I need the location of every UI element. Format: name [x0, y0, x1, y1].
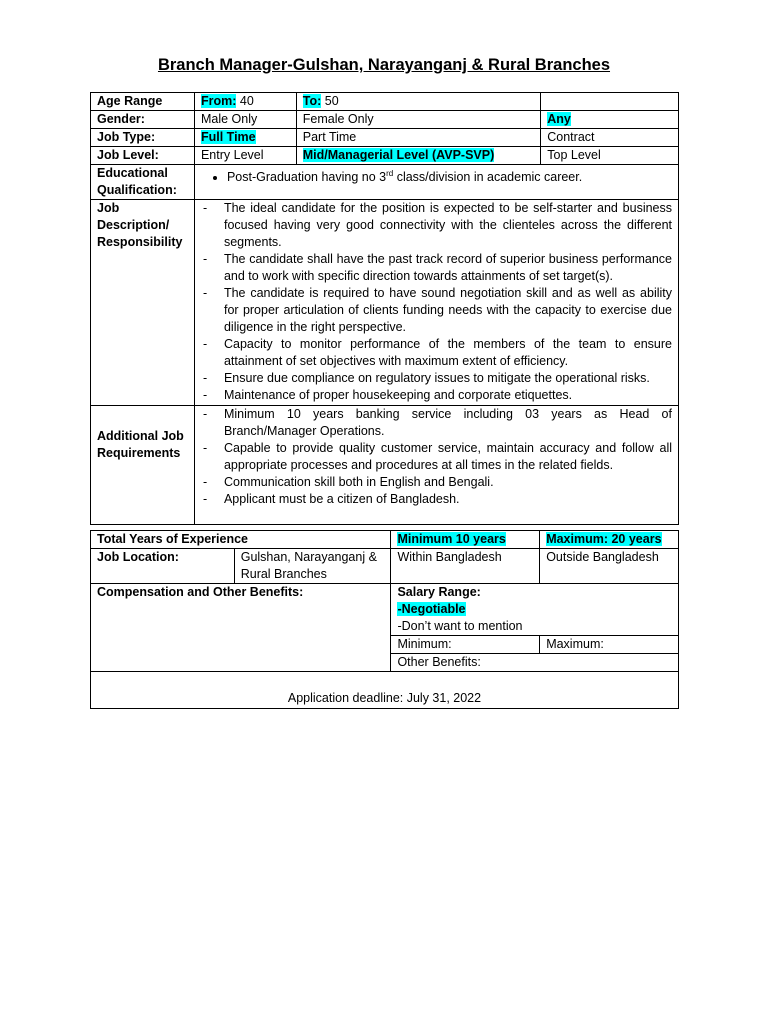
age-label: Age Range — [91, 93, 195, 111]
age-to: To: 50 — [296, 93, 540, 111]
compensation-label: Compensation and Other Benefits: — [91, 584, 391, 672]
experience-max: Maximum: 20 years — [540, 531, 679, 549]
additional-requirements-value — [194, 406, 678, 525]
application-deadline: Application deadline: July 31, 2022 — [91, 672, 679, 709]
job-type-label: Job Type: — [91, 129, 195, 147]
job-description-value — [194, 200, 678, 406]
list-item: - The candidate shall have the past track record of superior business performance and to work with specific direction towards attainments of set target(s). — [201, 251, 672, 285]
age-row — [91, 93, 679, 111]
list-item: • Post-Graduation having no 3rd class/division in academic career. — [227, 165, 672, 186]
list-item: - The candidate is required to have sound negotiation skill and as well as ability for proper articulation of clients funding needs with the capacity to exercise due diligence in the right perspective. — [201, 285, 672, 336]
list-item: - The ideal candidate for the position is expected to be self-starter and business focused having very good connectivity with the clienteles across the different segments. — [201, 200, 672, 251]
list-item: - Applicant must be a citizen of Bangladesh. — [201, 491, 672, 508]
location-outside: Outside Bangladesh — [540, 549, 679, 584]
job-level-row — [91, 147, 679, 165]
location-value: Gulshan, Narayanganj & Rural Branches — [234, 549, 391, 584]
deadline-row — [91, 672, 679, 709]
age-empty — [541, 93, 679, 111]
job-type-contract: Contract — [541, 129, 679, 147]
job-level-label: Job Level: — [91, 147, 195, 165]
job-type-full: Full Time — [194, 129, 296, 147]
job-description-row — [91, 200, 679, 406]
list-item: - Capable to provide quality customer service, maintain accuracy and follow all appropriate processes and procedures at all times in the related fields. — [201, 440, 672, 474]
gender-row — [91, 111, 679, 129]
experience-compensation-table — [90, 530, 679, 709]
list-item: - Minimum 10 years banking service including 03 years as Head of Branch/Manager Operations. — [201, 406, 672, 440]
job-level-mid: Mid/Managerial Level (AVP-SVP) — [296, 147, 540, 165]
location-label: Job Location: — [91, 549, 235, 584]
other-benefits: Other Benefits: — [391, 654, 679, 672]
additional-requirements-row — [91, 406, 679, 525]
job-type-part: Part Time — [296, 129, 540, 147]
gender-male: Male Only — [194, 111, 296, 129]
compensation-row — [91, 584, 679, 602]
additional-requirements-list — [201, 406, 672, 508]
salary-maximum: Maximum: — [540, 636, 679, 654]
salary-dont-mention: -Don’t want to mention — [391, 618, 679, 636]
experience-row — [91, 531, 679, 549]
education-row — [91, 165, 679, 200]
job-level-top: Top Level — [541, 147, 679, 165]
experience-label: Total Years of Experience — [91, 531, 391, 549]
gender-female: Female Only — [296, 111, 540, 129]
job-type-row — [91, 129, 679, 147]
additional-requirements-label: Additional Job Requirements — [91, 406, 195, 525]
location-within: Within Bangladesh — [391, 549, 540, 584]
job-details-table — [90, 92, 679, 525]
page-title: Branch Manager-Gulshan, Narayanganj & Rural Branches — [157, 56, 611, 74]
salary-negotiable: -Negotiable — [391, 601, 679, 618]
education-list — [201, 165, 672, 186]
salary-minimum: Minimum: — [391, 636, 540, 654]
gender-any: Any — [541, 111, 679, 129]
job-description-label: Job Description/ Responsibility — [91, 200, 195, 406]
location-row — [91, 549, 679, 584]
education-label: Educational Qualification: — [91, 165, 195, 200]
gender-label: Gender: — [91, 111, 195, 129]
list-item: - Maintenance of proper housekeeping and corporate etiquettes. — [201, 387, 672, 404]
job-level-entry: Entry Level — [194, 147, 296, 165]
age-from: From: 40 — [194, 93, 296, 111]
list-item: - Capacity to monitor performance of the members of the team to ensure attainment of set objectives with maximum extent of efficiency. — [201, 336, 672, 370]
list-item: - Ensure due compliance on regulatory issues to mitigate the operational risks. — [201, 370, 672, 387]
job-description-list — [201, 200, 672, 404]
list-item: - Communication skill both in English and Bengali. — [201, 474, 672, 491]
salary-range-label: Salary Range: — [391, 584, 679, 602]
education-value — [194, 165, 678, 200]
experience-min: Minimum 10 years — [391, 531, 540, 549]
